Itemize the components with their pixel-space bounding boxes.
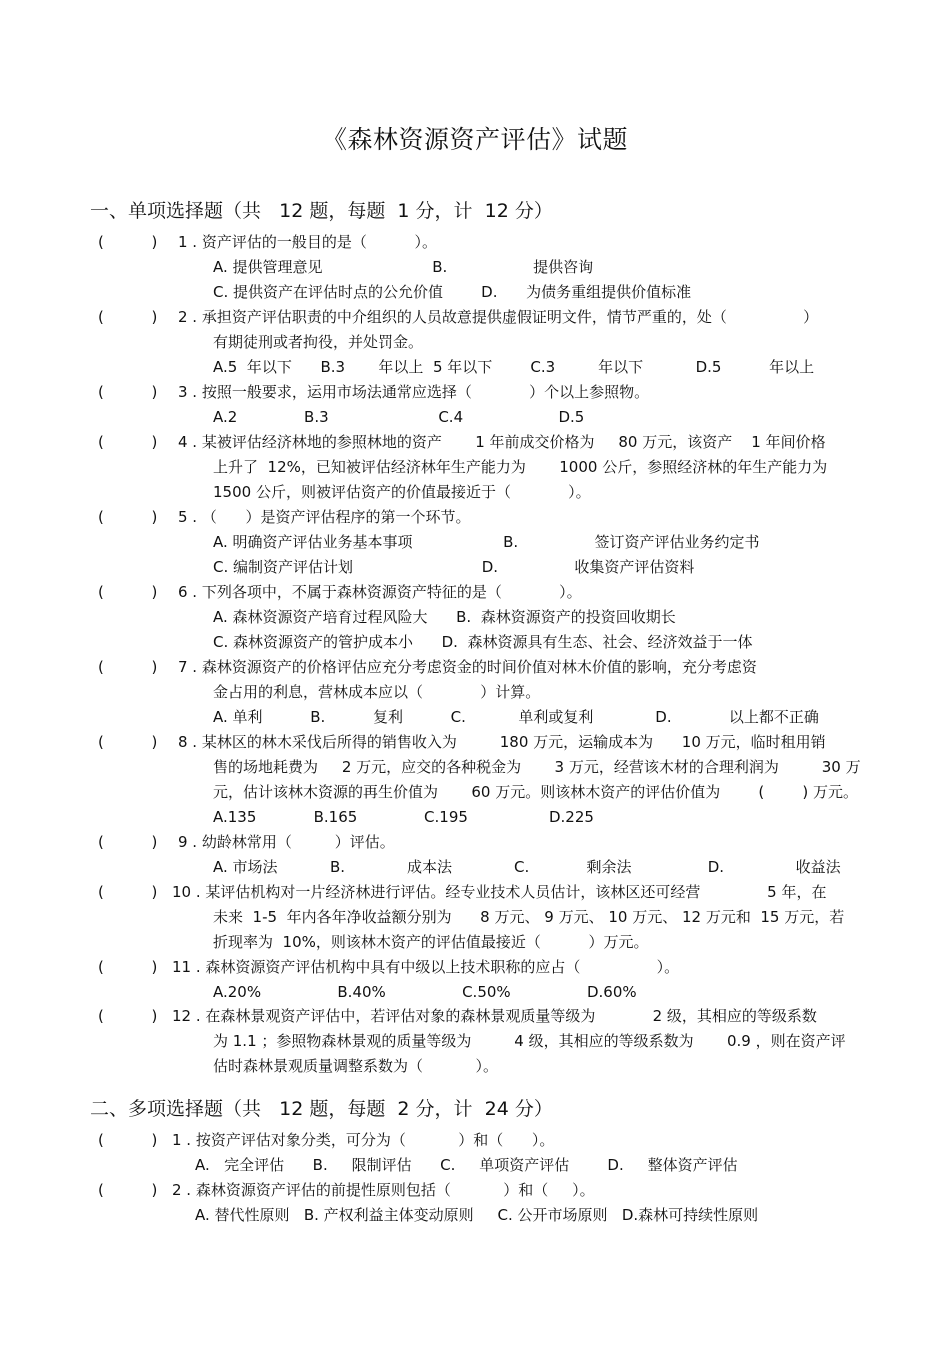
question-options: A. 市场法 B. 成本法 C. 剩余法 D. 收益法 xyxy=(213,858,841,876)
answer-blank: ( ) xyxy=(98,308,158,326)
question-stem: 1 . 资产评估的一般目的是（ ）。 xyxy=(178,233,438,251)
question-options: A. 森林资源资产培育过程风险大 B. 森林资源资产的投资回收期长 xyxy=(213,608,676,626)
question-stem: 上升了 12%，已知被评估经济林年生产能力为 1000 公斤，参照经济林的年生产能力为 xyxy=(213,458,828,476)
answer-blank: ( ) xyxy=(98,433,158,451)
question-stem: 7 . 森林资源资产的价格评估应充分考虑资金的时间价值对林木价值的影响，充分考虑资 xyxy=(178,658,757,676)
answer-blank: ( ) xyxy=(98,883,158,901)
question-stem: 1 . 按资产评估对象分类，可分为（ ）和（ ）。 xyxy=(172,1131,555,1149)
question-stem: 2 . 森林资源资产评估的前提性原则包括（ ）和（ ）。 xyxy=(172,1181,595,1199)
question-stem: 未来 1-5 年内各年净收益额分别为 8 万元、 9 万元、 10 万元、 12 万元和 15 万元，若 xyxy=(213,908,845,926)
answer-blank: ( ) xyxy=(98,833,158,851)
question-stem: 10 . 某评估机构对一片经济林进行评估。经专业技术人员估计，该林区还可经营 5 年，在 xyxy=(172,883,827,901)
question-options: A.5 年以下 B.3 年以上 5 年以下 C.3 年以下 D.5 年以上 xyxy=(213,358,815,376)
question-stem: 9 . 幼龄林常用（ ）评估。 xyxy=(178,833,395,851)
question-options: A. 单利 B. 复利 C. 单利或复利 D. 以上都不正确 xyxy=(213,708,819,726)
answer-blank: ( ) xyxy=(98,233,158,251)
question-stem: 6 . 下列各项中，不属于森林资源资产特征的是（ ）。 xyxy=(178,583,582,601)
section-heading-single-choice: 一、单项选择题（共 12 题，每题 1 分，计 12 分） xyxy=(90,200,553,222)
question-options: A. 替代性原则 B. 产权利益主体变动原则 C. 公开市场原则 D.森林可持续性原则 xyxy=(195,1206,759,1224)
question-options: A.20% B.40% C.50% D.60% xyxy=(213,983,637,1001)
question-stem: 元，估计该林木资源的再生价值为 60 万元。则该林木资产的评估价值为 ( ) 万元。 xyxy=(213,783,858,801)
question-stem: 1500 公斤，则被评估资产的价值最接近于（ ）。 xyxy=(213,483,591,501)
answer-blank: ( ) xyxy=(98,508,158,526)
answer-blank: ( ) xyxy=(98,383,158,401)
question-options: C. 森林资源资产的管护成本小 D. 森林资源具有生态、社会、经济效益于一体 xyxy=(213,633,753,651)
section-heading-multiple-choice: 二、多项选择题（共 12 题，每题 2 分，计 24 分） xyxy=(90,1098,553,1120)
question-options: A. 提供管理意见 B. 提供咨询 xyxy=(213,258,594,276)
question-stem: 2 . 承担资产评估职责的中介组织的人员故意提供虚假证明文件，情节严重的，处（ ） xyxy=(178,308,819,326)
question-stem: 折现率为 10%，则该林木资产的评估值最接近（ ）万元。 xyxy=(213,933,649,951)
question-stem: 3 . 按照一般要求，运用市场法通常应选择（ ）个以上参照物。 xyxy=(178,383,650,401)
answer-blank: ( ) xyxy=(98,1181,158,1199)
question-stem: 8 . 某林区的林木采伐后所得的销售收入为 180 万元，运输成本为 10 万元，临时租用销 xyxy=(178,733,826,751)
answer-blank: ( ) xyxy=(98,1131,158,1149)
question-options: A.2 B.3 C.4 D.5 xyxy=(213,408,585,426)
answer-blank: ( ) xyxy=(98,658,158,676)
question-options: A. 明确资产评估业务基本事项 B. 签订资产评估业务约定书 xyxy=(213,533,760,551)
question-stem: 售的场地耗费为 2 万元，应交的各种税金为 3 万元，经营该木材的合理利润为 30 万 xyxy=(213,758,861,776)
question-stem: 有期徒刑或者拘役，并处罚金。 xyxy=(213,333,424,351)
answer-blank: ( ) xyxy=(98,958,158,976)
question-stem: 为 1.1 ；参照物森林景观的质量等级为 4 级，其相应的等级系数为 0.9 ，则在资产评 xyxy=(213,1032,846,1050)
answer-blank: ( ) xyxy=(98,583,158,601)
question-options: A. 完全评估 B. 限制评估 C. 单项资产评估 D. 整体资产评估 xyxy=(195,1156,738,1174)
question-options: A.135 B.165 C.195 D.225 xyxy=(213,808,594,826)
question-options: C. 提供资产在评估时点的公允价值 D. 为债务重组提供价值标准 xyxy=(213,283,692,301)
answer-blank: ( ) xyxy=(98,1007,158,1025)
answer-blank: ( ) xyxy=(98,733,158,751)
question-options: C. 编制资产评估计划 D. 收集资产评估资料 xyxy=(213,558,695,576)
question-stem: 5 . （ ）是资产评估程序的第一个环节。 xyxy=(178,508,471,526)
question-stem: 4 . 某被评估经济林地的参照林地的资产 1 年前成交价格为 80 万元，该资产 1 年间价格 xyxy=(178,433,826,451)
question-stem: 估时森林景观质量调整系数为（ ）。 xyxy=(213,1057,498,1075)
page-title: 《森林资源资产评估》试题 xyxy=(321,125,628,154)
question-stem: 12 . 在森林景观资产评估中，若评估对象的森林景观质量等级为 2 级，其相应的等级系数 xyxy=(172,1007,817,1025)
question-stem: 11 . 森林资源资产评估机构中具有中级以上技术职称的应占（ ）。 xyxy=(172,958,680,976)
question-stem: 金占用的利息，营林成本应以（ ）计算。 xyxy=(213,683,541,701)
